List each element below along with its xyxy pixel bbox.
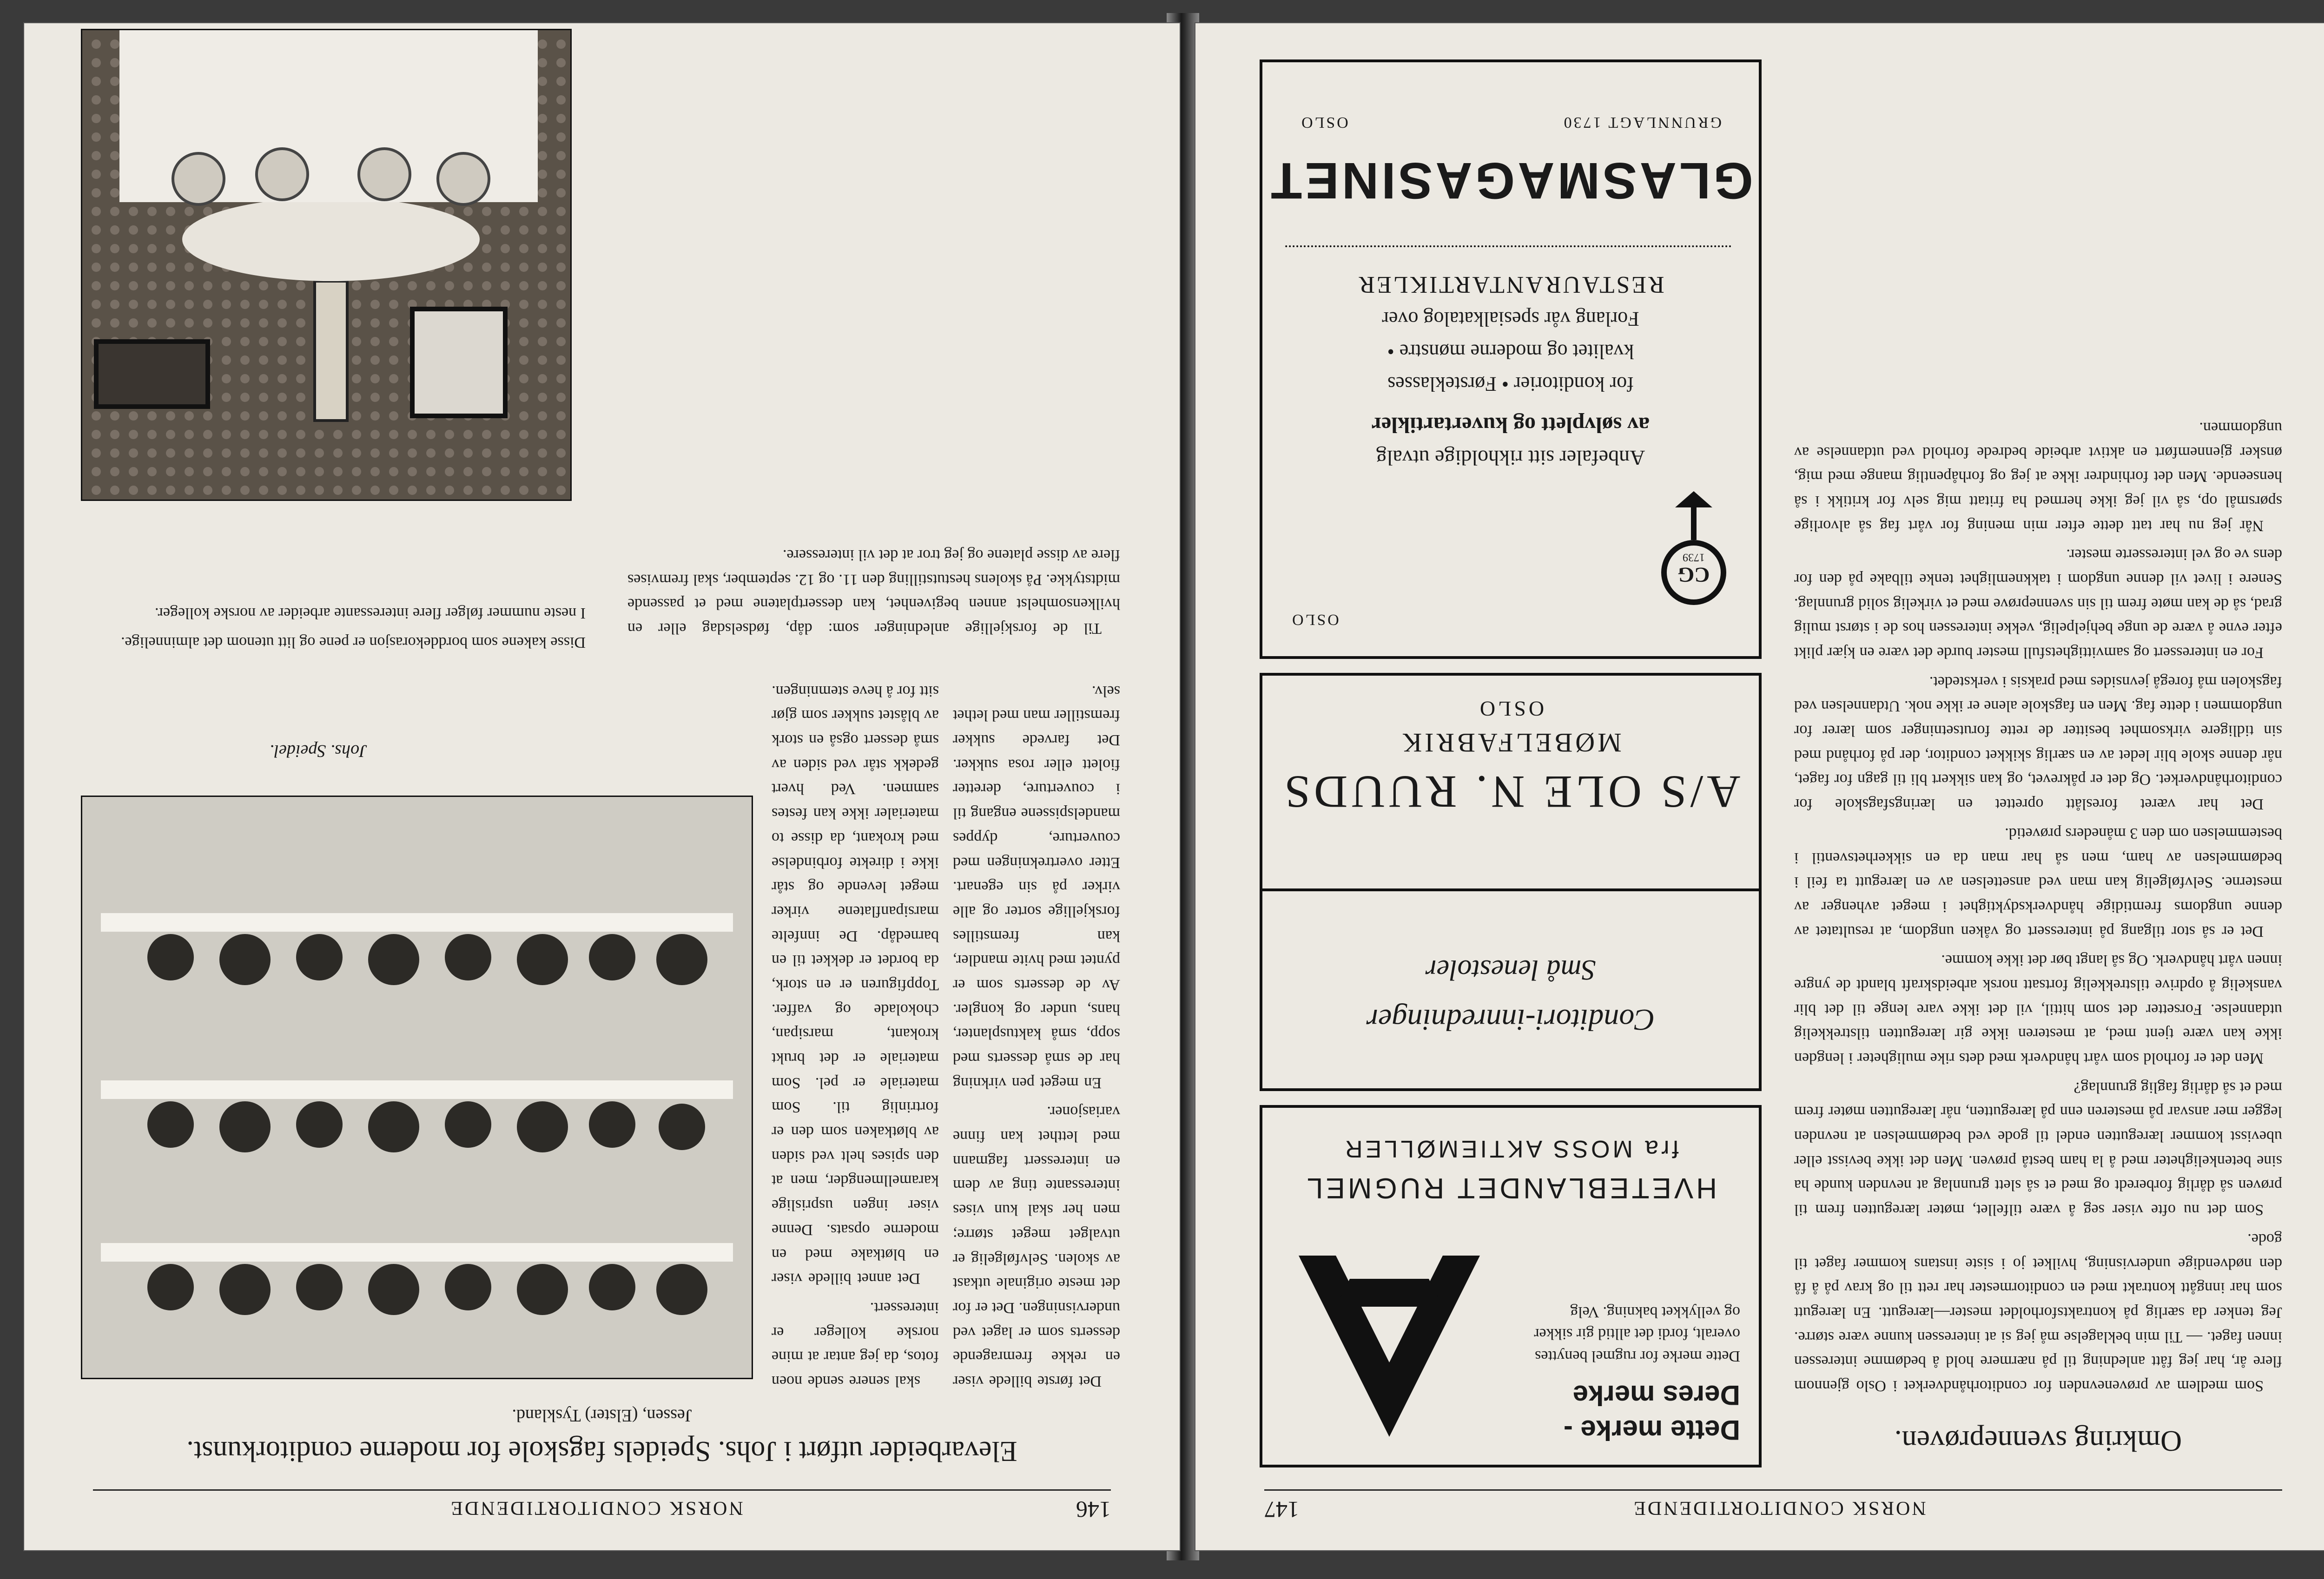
article-signature: Johs. Speidel.	[269, 741, 367, 761]
cg-logo-letters: CG	[1677, 563, 1710, 587]
ad-line-3: OSLO	[1477, 697, 1545, 721]
ad-line-1: Conditori-innredninger	[1366, 1003, 1655, 1037]
ad-line-4: RESTAURANTARTIKLER	[1357, 271, 1664, 298]
article-byline: Jessen, (Elster) Tyskland.	[512, 1406, 692, 1425]
article-title: Elevarbeider utført i Johs. Speidels fagskole for moderne conditorkunst.	[186, 1435, 1017, 1467]
ad-headline-1: Dette merke -	[1563, 1415, 1740, 1446]
cg-logo-year: 1739	[1683, 551, 1705, 563]
glasmagasinet-ad	[1260, 59, 1762, 659]
article-column-2b	[93, 515, 604, 654]
ad-line-1: A/S OLE N. RUUDS	[1281, 766, 1741, 818]
ad-founded: GRUNNLAGT 1730	[1562, 114, 1722, 131]
page-number: 147	[1264, 1497, 1299, 1523]
paragraph: For en interessert og samvittighetsfull mester burde det være en kjær plikt efter evne å være de unge behjelpelig, vekke interessen hos de i størst mulig grad, så de kan møte frem til sin svenneprøve med et virkelig solid grunnlag. Senere i livet vil denne ungdom i takknemlighet tenke tilbake på den for dens ve og vel interesserte mester.	[1794, 546, 2282, 662]
page-147	[1195, 22, 2324, 1551]
paragraph: I neste nummer følger flere interessante arbeider av norske kolleger.	[154, 605, 586, 622]
paragraph: En meget pen virkning har de små desserts med sopp, små kaktusplanter, hans, under og kongler. Av de desserts som er pyntet med hvite mandler, kan fremstilles forskjellige sorter og alle virker på sin egenart. Etter overtrekningen med couverture, dyppes mandelspissene engang til i couverture, deretter fiolett eller rosa sukker. Det farvede sukker fremstiller man med lethet selv.	[953, 682, 1120, 1092]
article-column-1	[953, 668, 1120, 1393]
paragraph: Det er så stor tilgang på interessert og våken ungdom, at resultatet av denne ungdoms fremtidige håndverksdyktighet i meget avhenger av mesterne. Selvfølgelig kan man ved ansettelsen av en læregutt ta feil i bedømmelsen av ham, men så har man da en sikkerhetsventil i bestemmelsen om den 3 måneders prøvetid.	[1794, 824, 2282, 940]
ad-city: OSLO	[1290, 611, 1339, 628]
ruud-mobelfabrik-ad	[1260, 673, 1762, 891]
dessert-shelves-photo	[81, 796, 753, 1379]
ad-brand-2: fra MOSS AKTIEMØLLER	[1342, 1135, 1679, 1162]
ad-line-2: MØBELFABRIK	[1400, 728, 1622, 758]
page-146	[23, 22, 1181, 1551]
moss-logo-icon	[1289, 1246, 1489, 1446]
ad-bold-line: av sølvplett og kuvertartikler	[1371, 413, 1650, 437]
paragraph: Som medlem av prøvenevnden for conditorhåndverket i Oslo gjennom flere år, har jeg fått anledning til på nærmere hold å bedømme interessen innen faget. — Til min beklagelse må jeg si at interessen kunne være større. Jeg tenker da særlig på kontraktsforholdet mester—læregutt. En læregutt som har inngått kontrakt med en conditormester har rett til og krav på å få den nødvendige undervisning, hvilket jo i siste instans kommer faget til gode.	[1794, 1230, 2282, 1395]
journal-title: NORSK CONDITORTIDENDE	[449, 1497, 743, 1519]
cg-logo	[1657, 489, 1731, 628]
conditori-innredninger-ad	[1260, 891, 1762, 1091]
paragraph: Men det er forhold som vårt håndverk med dets rike muligheter i lengden ikke kan være tjent med, at mesteren ikke gir læregutten tilstrekkelig utdannelse. Forsetter det som hittil, vil det ikke vare lenge til det blir vanskelig å opdrive tilstrekkelig fortsatt norsk arbeidskraft blandt de yngre innen vårt håndverk. Og så langt bør det ikke komme.	[1794, 952, 2282, 1067]
ad-body: Dette merke for rugmel benyttes overalt, fordi det alltid gir sikker og vellykket bakning. Velg	[1534, 1303, 1740, 1365]
article-column	[1794, 41, 2282, 1398]
paragraph: Det annet billede viser en bløtkake med en moderne opsats. Denne viser ingen usprislige karamellmengder, men at den spises helt ved siden av bløtkaken som den er fortrinlig til. Som materiale er pel. Som materiale er det brukt krokant, marsipan, chokolade og vaffer. Toppfiguren er en stork, da bordet er dekket til en barnedåp. De innfelte marsipanflatene virker meget levende og står ikke i direkte forbindelse med krokant, da disse to materialer ikke kan festes sammen. Ved hvert gedekk står ved siden av små dessert også en stork av blåstet sukker som gjør sitt for å heve stemningen.	[772, 682, 939, 1288]
ad-intro: Anbefaler sitt rikholdige utvalg	[1376, 446, 1645, 470]
paragraph: skal senere sende noen fotos, da jeg antar at mine norske kolleger er interessert.	[772, 1299, 939, 1390]
paragraph: Som det nu ofte viser seg å være tilfellet, møter læregutten frem til prøven så dårlig forberedt og med et så slett grunnlag at nevnden kunde ha sine betenkeligheter med å la ham bestå prøven. Men det ikke bevisst eller ubevisst kommer læregutten endel til gode ved bedømmelsen at nevnden legger mer ansvar på mesteren enn på læregutten, når læregutten møter frem med et så dårlig faglig grunnlag?	[1794, 1079, 2282, 1219]
moss-rugmel-ad	[1260, 1105, 1762, 1467]
ad-city-2: OSLO	[1300, 114, 1348, 131]
ad-brand-1: HVETEBLANDET RUGMEL	[1304, 1172, 1717, 1204]
running-head-146	[93, 1489, 1111, 1523]
dessert-shelves-image	[82, 797, 752, 1378]
paragraph: Det har været foreslått oprettet en læringsfagskole for conditorhåndverket. Og det er påkrevet, og kan sikkert bli til gagn for faget, når denne skole blir ledet av en særlig skikket conditor, der på forhånd med sin tidligere virksomhet besitter de rette forutsetninger som lærer for ungdommen i dette fag. Men en fagskole alene er ikke nok. Utdannelsen ved fagskolen må foregå jevnsides med praksis i verkstedet.	[1794, 673, 2282, 813]
paragraph: Når jeg nu har tatt dette efter min mening for vårt fag så alvorlige spørsmål op, så vil jeg ikke hermed ha fritatt mig selv for kritikk i så henseende. Men det forhindrer ikke at jeg og forhåpentlig mange med mig, ønsker gjennemført en aktivt arbeide bedrede forhold ved utdannelse av ungdommen.	[1794, 419, 2282, 534]
ad-line-2: Små lenestoler	[1425, 954, 1596, 986]
page-number: 146	[1076, 1497, 1111, 1523]
paragraph: Disse kakene som borddekorasjon er pene og litt utenom det alminnelige.	[121, 634, 586, 651]
running-head-147	[1264, 1489, 2282, 1523]
cake-centerpiece-image	[82, 30, 570, 500]
ad-brand-name: GLASMAGASINET	[1268, 152, 1753, 209]
ad-headline-2: Deres merke	[1572, 1380, 1740, 1411]
paragraph: Det første billede viser en rekke fremragende desserts som er laget ved undervisningen. Det er for det meste originale utkast av skolen. Selvfølgelig er utvalget meget større; men her skal kun vises interessante ting av dem en interessert fagmann med letthet kan finne variasjoner.	[953, 1103, 1120, 1390]
article-column-2	[772, 668, 939, 1393]
ad-line-1: for konditorier • Førsteklasses	[1387, 373, 1634, 395]
divider	[1285, 245, 1731, 247]
article-title: Omkring svenneprøven.	[1894, 1425, 2182, 1458]
journal-title: NORSK CONDITORTIDENDE	[1632, 1497, 1926, 1519]
cake-centerpiece-photo	[81, 29, 572, 501]
article-column-1b	[627, 176, 1120, 640]
ad-line-3: Forlang vår spesialkatalog over	[1382, 308, 1639, 330]
ad-line-2: kvalitet og moderne mønstre •	[1387, 340, 1634, 363]
paragraph: Til de forskjellige anledninger som: dåp, fødselsdag eller en hvilkensomhelst annen begivenhet, kan dessertplatene med et passende midtstykke. På skolens hestutstilling den 11. og 12. september, skal fremvises flere av disse platene og jeg tror at det vil interessere.	[627, 546, 1120, 637]
